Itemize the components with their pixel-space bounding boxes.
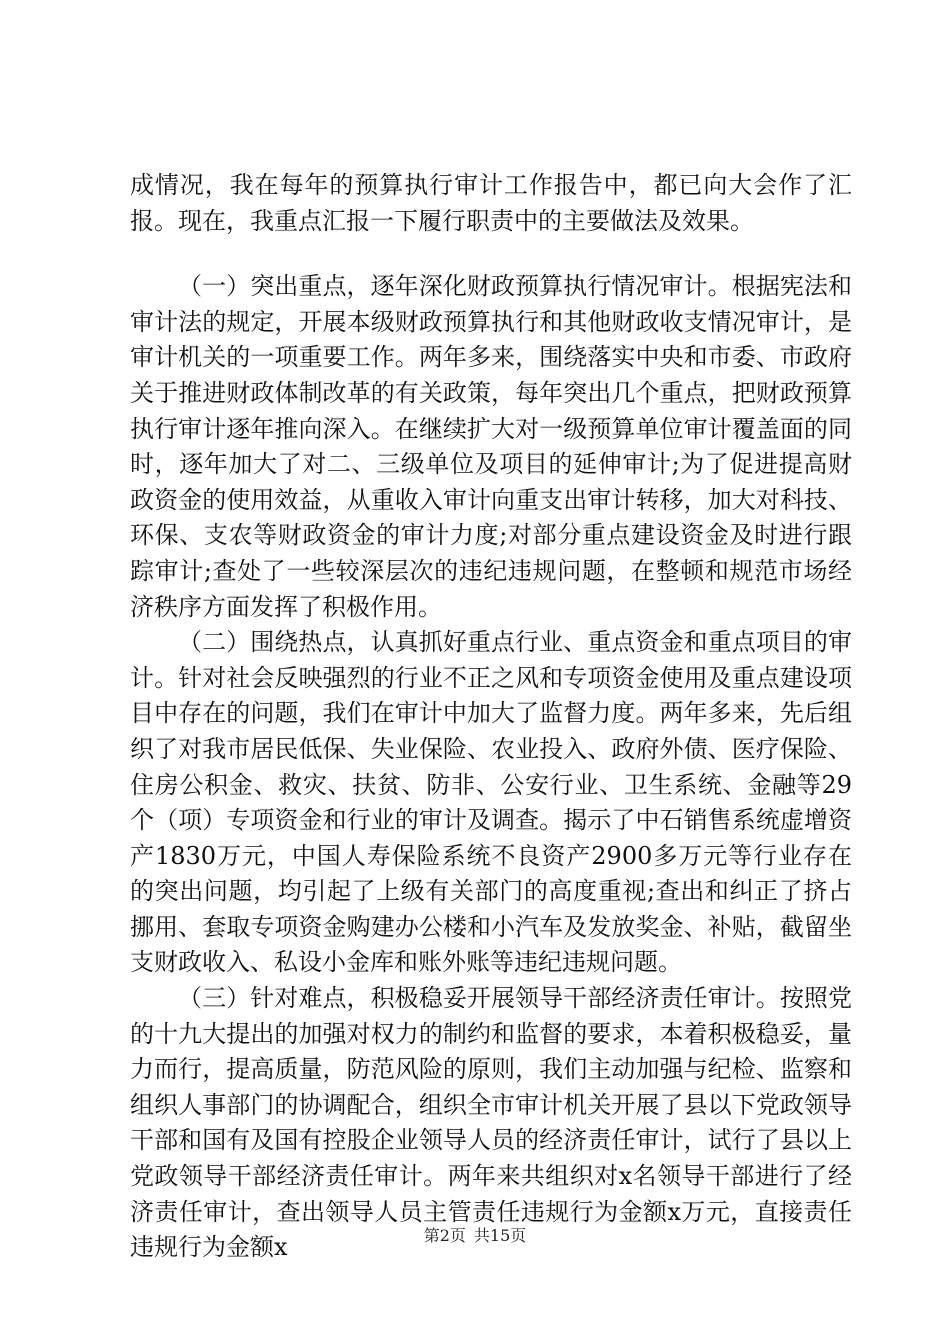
page-footer	[0, 1226, 950, 1246]
paragraph-section-2: （二）围绕热点，认真抓好重点行业、重点资金和重点项目的审计。针对社会反映强烈的行业不正之风和专项资金使用及重点建设项目中存在的问题，我们在审计中加大了监督力度。两年多来，先后组织了对我市居民低保、失业保险、农业投入、政府外债、医疗保险、住房公积金、救灾、扶贫、防非、公安行业、卫生系统、金融等29个（项）专项资金和行业的审计及调查。揭示了中石销售系统虚增资产1830万元，中国人寿保险系统不良资产2900多万元等行业存在的突出问题，均引起了上级有关部门的高度重视;查出和纠正了挤占挪用、套取专项资金购建办公楼和小汽车及发放奖金、补贴，截留坐支财政收入、私设小金库和账外账等违纪违规问题。	[130, 628, 852, 977]
document-body	[130, 168, 852, 1266]
page-total: 共15页	[473, 1226, 527, 1245]
page-number: 第2页	[423, 1226, 466, 1245]
paragraph-section-1: （一）突出重点，逐年深化财政预算执行情况审计。根据宪法和审计法的规定，开展本级财政预算执行和其他财政收支情况审计，是审计机关的一项重要工作。两年多来，围绕落实中央和市委、市政府关于推进财政体制改革的有关政策，每年突出几个重点，把财政预算执行审计逐年推向深入。在继续扩大对一级预算单位审计覆盖面的同时，逐年加大了对二、三级单位及项目的延伸审计;为了促进提高财政资金的使用效益，从重收入审计向重支出审计转移，加大对科技、环保、支农等财政资金的审计力度;对部分重点建设资金及时进行跟踪审计;查处了一些较深层次的违纪违规问题，在整顿和规范市场经济秩序方面发挥了积极作用。	[130, 272, 852, 621]
paragraph-section-3: （三）针对难点，积极稳妥开展领导干部经济责任审计。按照党的十九大提出的加强对权力的制约和监督的要求，本着积极稳妥，量力而行，提高质量，防范风险的原则，我们主动加强与纪检、监察和组织人事部门的协调配合，组织全市审计机关开展了县以下党政领导干部和国有及国有控股企业领导人员的经济责任审计，试行了县以上党政领导干部经济责任审计。两年来共组织对x名领导干部进行了经济责任审计，查出领导人员主管责任违规行为金额x万元，直接责任违规行为金额x	[130, 984, 852, 1262]
paragraph-intro: 成情况，我在每年的预算执行审计工作报告中，都已向大会作了汇报。现在，我重点汇报一下履行职责中的主要做法及效果。	[130, 171, 852, 235]
